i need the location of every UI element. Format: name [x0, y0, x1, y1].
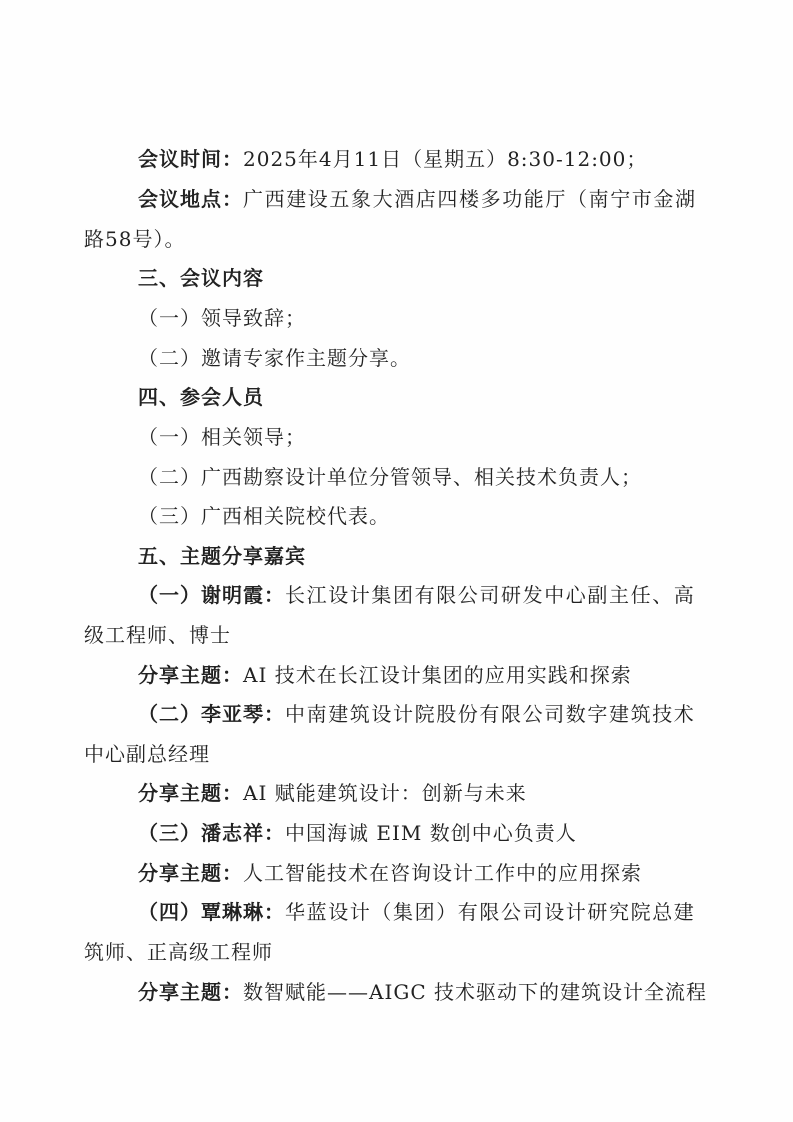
speaker-4-line	[138, 900, 695, 924]
section3-item: （一）领导致辞；	[138, 306, 306, 330]
topic-value: 数智赋能——AIGC 技术驱动下的建筑设计全流程	[243, 980, 707, 1004]
meeting-place-label: 会议地点：	[138, 187, 243, 211]
speaker-title: 中国海诚 EIM 数创中心负责人	[285, 821, 577, 845]
meeting-place-value-2: 路58号）。	[84, 227, 186, 251]
section3-heading: 三、会议内容	[138, 266, 264, 290]
speaker-2-line	[138, 702, 695, 726]
speaker-title: 中南建筑设计院股份有限公司数字建筑技术	[285, 702, 696, 726]
meeting-time-line	[138, 147, 647, 171]
speaker-topic-line	[138, 663, 632, 687]
meeting-place-value-1: 广西建设五象大酒店四楼多功能厅（南宁市金湖	[243, 187, 697, 211]
speaker-topic-line	[138, 861, 642, 885]
meeting-place-line	[138, 187, 697, 211]
speaker-title-continued: 中心副总经理	[84, 742, 210, 766]
speaker-name: （四）覃琳琳：	[138, 900, 285, 924]
topic-value: AI 赋能建筑设计：创新与未来	[243, 781, 527, 805]
section4-heading: 四、参会人员	[138, 385, 264, 409]
topic-label: 分享主题：	[138, 663, 243, 687]
speaker-1-line	[138, 583, 695, 607]
speaker-name: （一）谢明霞：	[138, 583, 285, 607]
speaker-title: 长江设计集团有限公司研发中心副主任、高	[285, 583, 696, 607]
section4-item: （一）相关领导；	[138, 425, 306, 449]
topic-value: AI 技术在长江设计集团的应用实践和探索	[243, 663, 632, 687]
section4-item: （三）广西相关院校代表。	[138, 504, 390, 528]
section3-item: （二）邀请专家作主题分享。	[138, 346, 411, 370]
section4-item: （二）广西勘察设计单位分管领导、相关技术负责人；	[138, 465, 642, 489]
speaker-topic-line	[138, 980, 707, 1004]
topic-label: 分享主题：	[138, 980, 243, 1004]
topic-label: 分享主题：	[138, 781, 243, 805]
speaker-topic-line	[138, 781, 527, 805]
speaker-title: 华蓝设计（集团）有限公司设计研究院总建	[285, 900, 696, 924]
speaker-title-continued: 级工程师、博士	[84, 623, 231, 647]
speaker-title-continued: 筑师、正高级工程师	[84, 940, 273, 964]
topic-label: 分享主题：	[138, 861, 243, 885]
speaker-name: （三）潘志祥：	[138, 821, 285, 845]
speaker-name: （二）李亚琴：	[138, 702, 285, 726]
section5-heading: 五、主题分享嘉宾	[138, 544, 306, 568]
meeting-time-label: 会议时间：	[138, 147, 243, 171]
topic-value: 人工智能技术在咨询设计工作中的应用探索	[243, 861, 642, 885]
speaker-3-line	[138, 821, 577, 845]
meeting-time-value: 2025年4月11日（星期五）8:30-12:00；	[243, 147, 648, 171]
